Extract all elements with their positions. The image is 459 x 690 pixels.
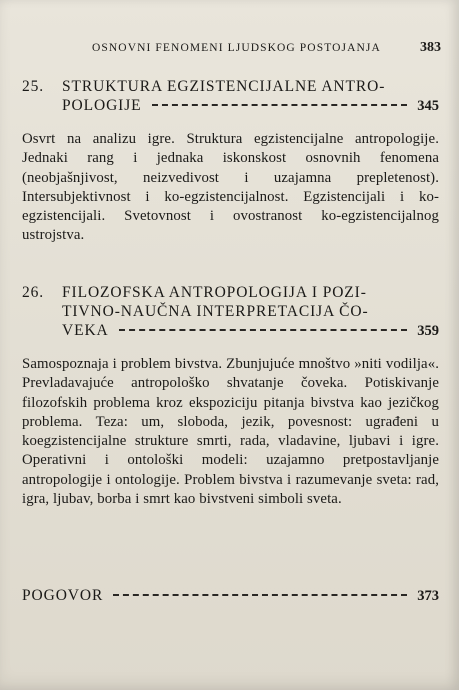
running-head — [92, 40, 441, 56]
title-line — [22, 283, 439, 302]
entry-number: 26. — [22, 284, 45, 301]
entry-title — [22, 77, 439, 116]
title-line-text: VEKA — [62, 322, 109, 339]
entry-page-number: 345 — [417, 98, 439, 114]
dot-leader — [119, 329, 408, 331]
entry-title — [22, 586, 439, 606]
entry-summary: Osvrt na analizu igre. Struktura egzistencijalne antropologije. Jednaki rang i jednaka iskonskost osnovnih fenomena (neobjašnjivost, neizvedivost i uzajamna prepletenost). Intersubjektivnost i ko-egzistencijalnost. Egzistencijali i ko-egzistencijali. Svetovnost i ovostranost ko-egzistencijalnog ustrojstva. — [22, 131, 439, 244]
title-line — [22, 321, 439, 341]
dot-leader — [113, 594, 407, 596]
title-line — [22, 96, 439, 116]
title-line-text: TIVNO-NAUČNA INTERPRETACIJA ČO- — [62, 303, 369, 320]
entry-number: 25. — [22, 78, 45, 95]
title-line-text: POLOGIJE — [62, 97, 142, 114]
running-head-title: OSNOVNI FENOMENI LJUDSKOG POSTOJANJA — [92, 42, 381, 54]
entry-page-number: 359 — [417, 323, 439, 339]
title-line-text: STRUKTURA EGZISTENCIJALNE ANTRO- — [62, 78, 386, 95]
title-line — [22, 77, 439, 96]
toc-entry-25 — [22, 77, 439, 246]
entry-page-number: 373 — [417, 588, 439, 604]
page-number: 383 — [420, 40, 441, 55]
toc-entry-pogovor — [22, 586, 439, 606]
title-line — [22, 586, 439, 606]
entry-title — [22, 283, 439, 341]
title-line-text: FILOZOFSKA ANTROPOLOGIJA I POZI- — [62, 284, 367, 301]
toc-entry-26 — [22, 283, 439, 509]
entry-summary: Samospoznaja i problem bivstva. Zbunjujuće mnoštvo »niti vodilja«. Prevladavajuće antropološko shvatanje čoveka. Potiskivanje filozofskih problema kroz ekspoziciju pitanja bivstva kao jezičkog problema. Teza: um, sloboda, jezik, povesnost: ugrađeni u koegzistencijalne strukture smrti, rada, vladavine, ljubavi i igre. Operativni i ontološki modeli: uzajamno pretpostavljanje antropologije i ontologije. Problem bivstva i razumevanje sveta: rad, igra, ljubav, borba i smrt kao bivstveni simboli sveta. — [22, 356, 439, 508]
pogovor-title: POGOVOR — [22, 587, 104, 604]
title-line — [22, 302, 439, 321]
dot-leader — [152, 104, 408, 106]
